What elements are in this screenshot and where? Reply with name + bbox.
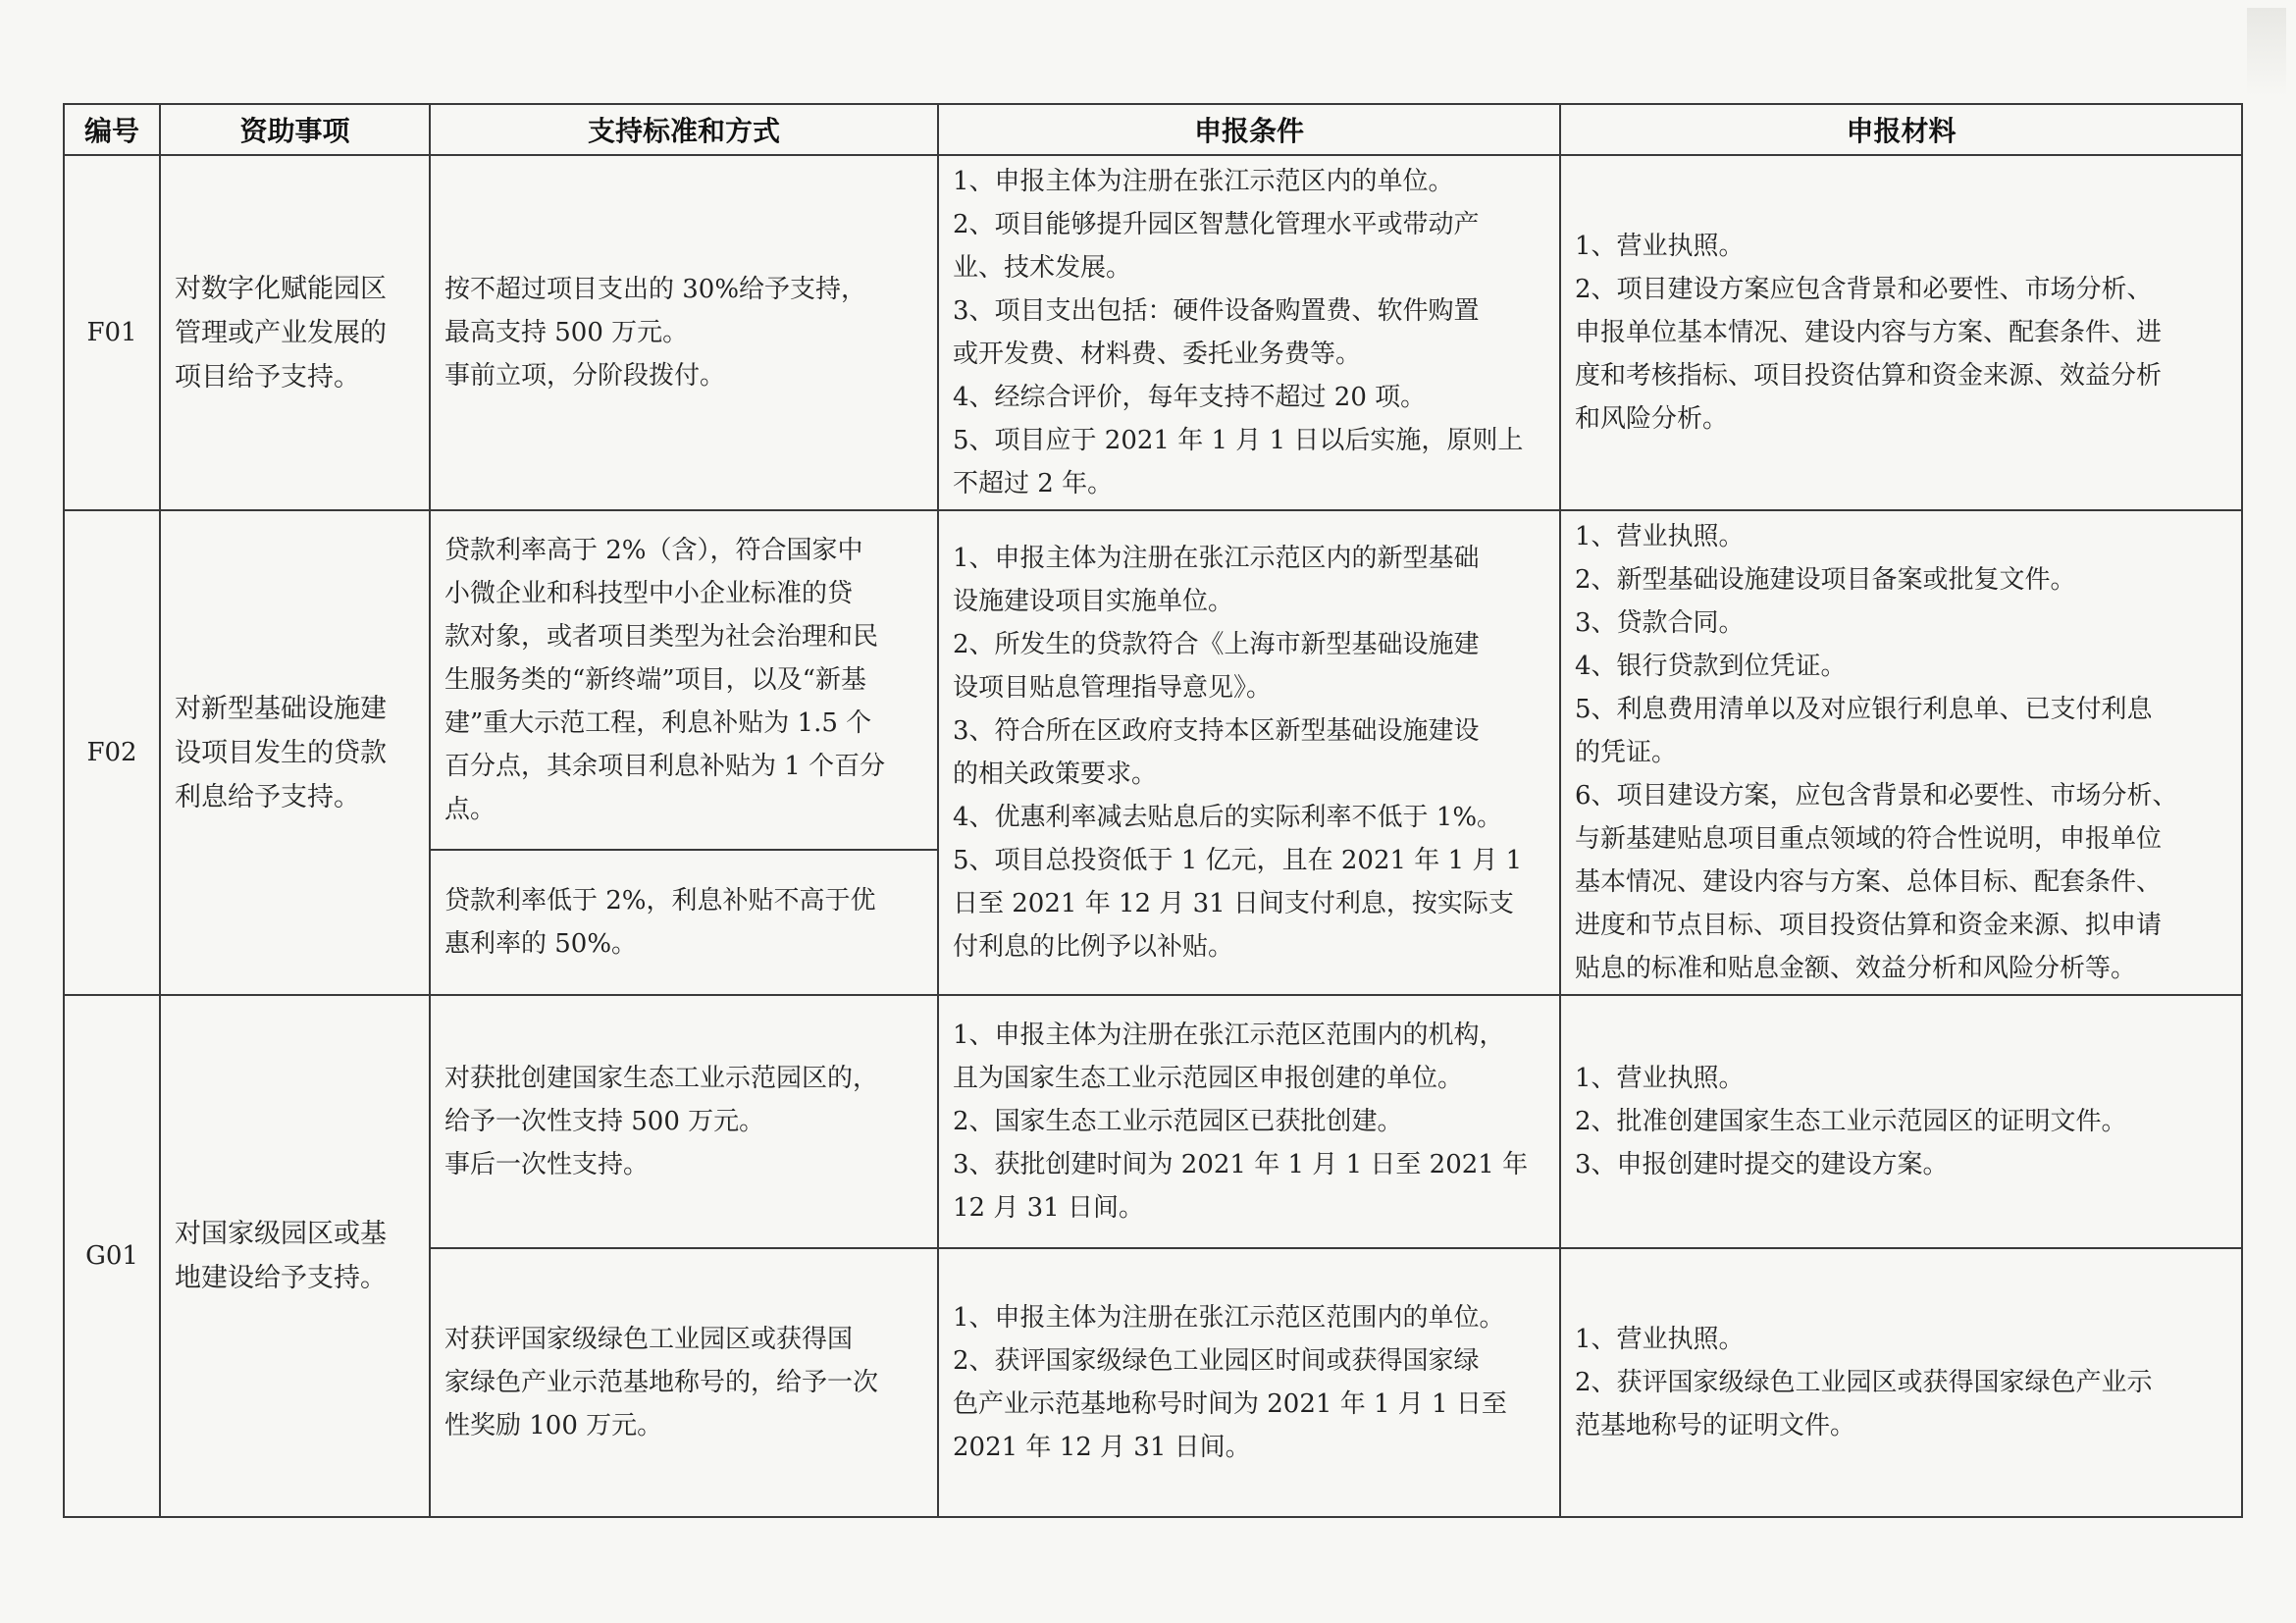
scan-edge-mark — [2247, 8, 2286, 96]
text-line: 2、所发生的贷款符合《上海市新型基础设施建 — [953, 630, 1480, 659]
row-item — [160, 995, 430, 1517]
row-materials-b — [1560, 1248, 2242, 1517]
row-materials-a — [1560, 995, 2242, 1248]
text-line: 给予一次性支持 500 万元。 — [444, 1107, 765, 1136]
text-line: 建”重大示范工程，利息补贴为 1.5 个 — [444, 708, 872, 739]
text-line: 对获批创建国家生态工业示范园区的， — [444, 1064, 879, 1093]
text-line: 家绿色产业示范基地称号的，给予一次 — [444, 1368, 879, 1397]
text-line: 范基地称号的证明文件。 — [1575, 1411, 1856, 1440]
text-line: 1、申报主体为注册在张江示范区范围内的单位。 — [953, 1303, 1505, 1333]
text-line: 2、批准创建国家生态工业示范园区的证明文件。 — [1575, 1107, 2127, 1136]
text-line: 对新型基础设施建 — [175, 693, 387, 724]
row-id: F01 — [64, 155, 160, 510]
header-row — [64, 104, 2242, 155]
text-line: 管理或产业发展的 — [175, 317, 387, 348]
text-line: 贷款利率高于 2%（含），符合国家中 — [444, 536, 863, 566]
text-line: 2、获评国家级绿色工业园区或获得国家绿色产业示 — [1575, 1368, 2153, 1397]
text-line: 百分点，其余项目利息补贴为 1 个百分 — [444, 752, 886, 782]
table-row-g01-a — [64, 995, 2242, 1248]
text-line: 设项目贴息管理指导意见》。 — [953, 673, 1273, 703]
row-conditions-b — [938, 1248, 1560, 1517]
text-line: 2、获评国家级绿色工业园区时间或获得国家绿 — [953, 1346, 1480, 1376]
row-materials — [1560, 155, 2242, 510]
text-line: 色产业示范基地称号时间为 2021 年 1 月 1 日至 — [953, 1389, 1507, 1419]
text-line: 基本情况、建设内容与方案、总体目标、配套条件、 — [1575, 867, 2163, 897]
text-line: 1、营业执照。 — [1575, 522, 1745, 551]
header-id: 编号 — [64, 104, 160, 155]
text-line: 4、银行贷款到位凭证。 — [1575, 652, 1847, 681]
text-line: 3、项目支出包括：硬件设备购置费、软件购置 — [953, 296, 1480, 326]
text-line: 度和考核指标、项目投资估算和资金来源、效益分析 — [1575, 361, 2163, 391]
text-line: 事后一次性支持。 — [444, 1150, 650, 1179]
table-row-f01 — [64, 155, 2242, 510]
text-line: 3、贷款合同。 — [1575, 608, 1745, 638]
text-line: 申报单位基本情况、建设内容与方案、配套条件、进 — [1575, 318, 2163, 347]
text-line: 2、新型基础设施建设项目备案或批复文件。 — [1575, 565, 2076, 595]
text-line: 性奖励 100 万元。 — [444, 1411, 663, 1440]
header-standard: 支持标准和方式 — [430, 104, 938, 155]
text-line: 的相关政策要求。 — [953, 759, 1158, 789]
row-id: G01 — [64, 995, 160, 1517]
text-line: 3、符合所在区政府支持本区新型基础设施建设 — [953, 716, 1480, 746]
text-line: 1、营业执照。 — [1575, 232, 1745, 261]
text-line: 不超过 2 年。 — [953, 469, 1114, 498]
text-line: 按不超过项目支出的 30%给予支持， — [444, 275, 867, 304]
text-line: 付利息的比例予以补贴。 — [953, 932, 1234, 962]
text-line: 利息给予支持。 — [175, 781, 360, 812]
header-materials: 申报材料 — [1560, 104, 2242, 155]
text-line: 与新基建贴息项目重点领域的符合性说明，申报单位 — [1575, 824, 2163, 854]
row-id: F02 — [64, 510, 160, 995]
text-line: 2、项目建设方案应包含背景和必要性、市场分析、 — [1575, 275, 2153, 304]
text-line: 4、经综合评价，每年支持不超过 20 项。 — [953, 383, 1427, 412]
text-line: 贴息的标准和贴息金额、效益分析和风险分析等。 — [1575, 954, 2137, 983]
text-line: 对获评国家级绿色工业园区或获得国 — [444, 1325, 854, 1354]
text-line: 业、技术发展。 — [953, 253, 1132, 283]
text-line: 对国家级园区或基 — [175, 1219, 387, 1249]
header-item: 资助事项 — [160, 104, 430, 155]
text-line: 2021 年 12 月 31 日间。 — [953, 1433, 1251, 1462]
text-line: 点。 — [444, 795, 496, 825]
text-line: 款对象，或者项目类型为社会治理和民 — [444, 622, 879, 653]
text-line: 设施建设项目实施单位。 — [953, 587, 1234, 616]
text-line: 4、优惠利率减去贴息后的实际利率不低于 1%。 — [953, 803, 1503, 832]
table-row-f02-a — [64, 510, 2242, 850]
text-line: 5、项目应于 2021 年 1 月 1 日以后实施，原则上 — [953, 426, 1524, 455]
text-line: 3、获批创建时间为 2021 年 1 月 1 日至 2021 年 — [953, 1150, 1529, 1179]
header-conditions: 申报条件 — [938, 104, 1560, 155]
row-conditions — [938, 510, 1560, 995]
row-conditions-a — [938, 995, 1560, 1248]
text-line: 6、项目建设方案，应包含背景和必要性、市场分析、 — [1575, 781, 2178, 811]
text-line: 设项目发生的贷款 — [175, 737, 387, 768]
text-line: 对数字化赋能园区 — [175, 273, 387, 304]
row-standard-b — [430, 850, 938, 995]
row-standard-a — [430, 510, 938, 850]
text-line: 地建设给予支持。 — [175, 1263, 387, 1293]
text-line: 事前立项，分阶段拨付。 — [444, 361, 726, 391]
text-line: 1、营业执照。 — [1575, 1064, 1745, 1093]
text-line: 最高支持 500 万元。 — [444, 318, 689, 347]
text-line: 进度和节点目标、项目投资估算和资金来源、拟申请 — [1575, 911, 2163, 940]
text-line: 惠利率的 50%。 — [444, 929, 638, 960]
text-line: 生服务类的“新终端”项目，以及“新基 — [444, 665, 866, 696]
row-standard — [430, 155, 938, 510]
text-line: 1、申报主体为注册在张江示范区内的新型基础 — [953, 544, 1480, 573]
text-line: 3、申报创建时提交的建设方案。 — [1575, 1150, 1949, 1179]
text-line: 5、利息费用清单以及对应银行利息单、已支付利息 — [1575, 695, 2153, 724]
text-line: 且为国家生态工业示范园区申报创建的单位。 — [953, 1064, 1464, 1093]
text-line: 或开发费、材料费、委托业务费等。 — [953, 340, 1362, 369]
text-line: 贷款利率低于 2%，利息补贴不高于优 — [444, 886, 876, 916]
row-item — [160, 510, 430, 995]
row-standard-b — [430, 1248, 938, 1517]
text-line: 日至 2021 年 12 月 31 日间支付利息，按实际支 — [953, 889, 1514, 918]
text-line: 2、项目能够提升园区智慧化管理水平或带动产 — [953, 210, 1480, 239]
text-line: 5、项目总投资低于 1 亿元，且在 2021 年 1 月 1 — [953, 846, 1523, 875]
text-line: 的凭证。 — [1575, 738, 1678, 767]
text-line: 和风险分析。 — [1575, 404, 1729, 434]
text-line: 小微企业和科技型中小企业标准的贷 — [444, 579, 854, 609]
text-line: 项目给予支持。 — [175, 361, 360, 393]
row-item — [160, 155, 430, 510]
row-materials — [1560, 510, 2242, 995]
row-conditions — [938, 155, 1560, 510]
text-line: 1、营业执照。 — [1575, 1325, 1745, 1354]
row-standard-a — [430, 995, 938, 1248]
text-line: 2、国家生态工业示范园区已获批创建。 — [953, 1107, 1403, 1136]
text-line: 12 月 31 日间。 — [953, 1193, 1144, 1223]
text-line: 1、申报主体为注册在张江示范区范围内的机构， — [953, 1021, 1505, 1050]
funding-table — [63, 103, 2243, 1518]
text-line: 1、申报主体为注册在张江示范区内的单位。 — [953, 167, 1454, 196]
